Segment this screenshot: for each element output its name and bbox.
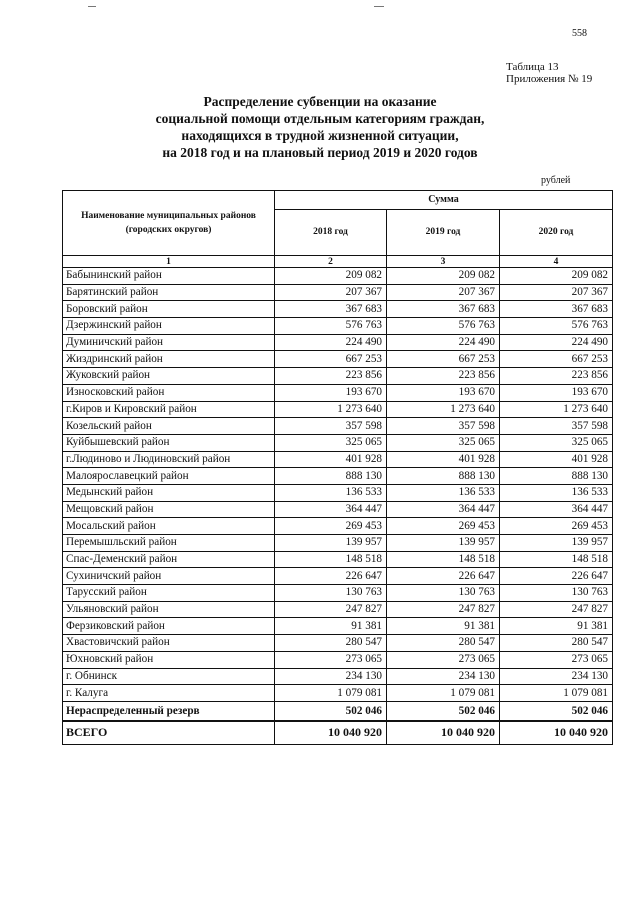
amount-2020: 269 453 xyxy=(500,518,613,535)
table-row xyxy=(63,618,613,635)
amount-2018: 273 065 xyxy=(275,651,387,668)
header-municipality: Наименование муниципальных районов (городских округов) xyxy=(63,191,275,256)
amount-2019: 280 547 xyxy=(387,635,500,652)
document-title xyxy=(0,93,640,161)
amount-2020: 223 856 xyxy=(500,368,613,385)
amount-2019: 223 856 xyxy=(387,368,500,385)
table-row xyxy=(63,434,613,451)
table-row xyxy=(63,551,613,568)
municipality-name: Спас-Деменский район xyxy=(63,551,275,568)
table-row xyxy=(63,501,613,518)
municipality-name: Износковский район xyxy=(63,384,275,401)
amount-2019: 576 763 xyxy=(387,318,500,335)
amount-2019: 1 273 640 xyxy=(387,401,500,418)
page-number: 558 xyxy=(572,28,587,39)
amount-2018: 401 928 xyxy=(275,451,387,468)
municipality-name: Мещовский район xyxy=(63,501,275,518)
table-row xyxy=(63,401,613,418)
amount-2018: 91 381 xyxy=(275,618,387,635)
amount-2019: 364 447 xyxy=(387,501,500,518)
amount-2019: 209 082 xyxy=(387,268,500,285)
subvention-table xyxy=(62,190,613,745)
amount-2020: 357 598 xyxy=(500,418,613,435)
reserve-label: Нераспределенный резерв xyxy=(63,701,275,721)
reserve-2020: 502 046 xyxy=(500,701,613,721)
header-2019: 2019 год xyxy=(387,209,500,255)
amount-2019: 667 253 xyxy=(387,351,500,368)
amount-2020: 667 253 xyxy=(500,351,613,368)
municipality-name: Медынский район xyxy=(63,484,275,501)
amount-2018: 269 453 xyxy=(275,518,387,535)
amount-2018: 247 827 xyxy=(275,601,387,618)
table-row xyxy=(63,334,613,351)
table-row xyxy=(63,318,613,335)
header-sum: Сумма xyxy=(275,191,613,210)
amount-2019: 1 079 081 xyxy=(387,685,500,702)
amount-2019: 273 065 xyxy=(387,651,500,668)
amount-2019: 357 598 xyxy=(387,418,500,435)
amount-2019: 224 490 xyxy=(387,334,500,351)
amount-2020: 888 130 xyxy=(500,468,613,485)
amount-2019: 888 130 xyxy=(387,468,500,485)
municipality-name: Барятинский район xyxy=(63,284,275,301)
title-line: находящихся в трудной жизненной ситуации, xyxy=(181,128,459,143)
appendix-label: Приложения № 19 xyxy=(506,73,593,85)
amount-2019: 91 381 xyxy=(387,618,500,635)
amount-2020: 325 065 xyxy=(500,434,613,451)
reserve-2019: 502 046 xyxy=(387,701,500,721)
amount-2018: 148 518 xyxy=(275,551,387,568)
amount-2018: 130 763 xyxy=(275,585,387,602)
municipality-name: Тарусский район xyxy=(63,585,275,602)
municipality-name: г.Киров и Кировский район xyxy=(63,401,275,418)
amount-2020: 130 763 xyxy=(500,585,613,602)
amount-2020: 401 928 xyxy=(500,451,613,468)
table-row xyxy=(63,301,613,318)
table-row xyxy=(63,535,613,552)
amount-2020: 139 957 xyxy=(500,535,613,552)
table-row xyxy=(63,451,613,468)
amount-2018: 207 367 xyxy=(275,284,387,301)
amount-2018: 136 533 xyxy=(275,484,387,501)
municipality-name: Малоярославецкий район xyxy=(63,468,275,485)
column-number: 4 xyxy=(500,256,613,268)
amount-2020: 148 518 xyxy=(500,551,613,568)
amount-2019: 193 670 xyxy=(387,384,500,401)
municipality-name: г.Людиново и Людиновский район xyxy=(63,451,275,468)
amount-2019: 139 957 xyxy=(387,535,500,552)
municipality-name: Перемышльский район xyxy=(63,535,275,552)
amount-2019: 148 518 xyxy=(387,551,500,568)
total-2019: 10 040 920 xyxy=(387,721,500,745)
amount-2020: 273 065 xyxy=(500,651,613,668)
municipality-name: Дзержинский район xyxy=(63,318,275,335)
total-row xyxy=(63,721,613,745)
municipality-name: Куйбышевский район xyxy=(63,434,275,451)
amount-2020: 91 381 xyxy=(500,618,613,635)
table-row xyxy=(63,651,613,668)
table-row xyxy=(63,585,613,602)
amount-2018: 357 598 xyxy=(275,418,387,435)
amount-2019: 401 928 xyxy=(387,451,500,468)
amount-2019: 367 683 xyxy=(387,301,500,318)
column-number: 2 xyxy=(275,256,387,268)
table-row xyxy=(63,635,613,652)
amount-2019: 130 763 xyxy=(387,585,500,602)
amount-2020: 367 683 xyxy=(500,301,613,318)
table-row xyxy=(63,685,613,702)
scan-mark xyxy=(374,6,384,7)
amount-2018: 576 763 xyxy=(275,318,387,335)
amount-2018: 226 647 xyxy=(275,568,387,585)
title-line: социальной помощи отдельным категориям граждан, xyxy=(155,111,485,126)
total-label: ВСЕГО xyxy=(63,721,275,745)
reserve-row xyxy=(63,701,613,721)
municipality-name: Сухиничский район xyxy=(63,568,275,585)
table-row xyxy=(63,568,613,585)
amount-2020: 364 447 xyxy=(500,501,613,518)
amount-2018: 139 957 xyxy=(275,535,387,552)
table-label: Таблица 13 xyxy=(506,61,559,73)
table-row xyxy=(63,368,613,385)
amount-2018: 280 547 xyxy=(275,635,387,652)
amount-2020: 576 763 xyxy=(500,318,613,335)
municipality-name: Юхновский район xyxy=(63,651,275,668)
amount-2020: 209 082 xyxy=(500,268,613,285)
municipality-name: г. Калуга xyxy=(63,685,275,702)
column-number: 1 xyxy=(63,256,275,268)
amount-2019: 247 827 xyxy=(387,601,500,618)
amount-2018: 367 683 xyxy=(275,301,387,318)
table-reference xyxy=(506,61,592,85)
table-row xyxy=(63,518,613,535)
table-row xyxy=(63,418,613,435)
scan-mark xyxy=(88,6,96,7)
table-row xyxy=(63,268,613,285)
municipality-name: Ферзиковский район xyxy=(63,618,275,635)
municipality-name: Боровский район xyxy=(63,301,275,318)
amount-2018: 223 856 xyxy=(275,368,387,385)
table-row xyxy=(63,601,613,618)
header-2018: 2018 год xyxy=(275,209,387,255)
municipality-name: Мосальский район xyxy=(63,518,275,535)
table-row xyxy=(63,468,613,485)
amount-2020: 193 670 xyxy=(500,384,613,401)
amount-2020: 234 130 xyxy=(500,668,613,685)
table-row xyxy=(63,668,613,685)
amount-2020: 1 079 081 xyxy=(500,685,613,702)
amount-2020: 136 533 xyxy=(500,484,613,501)
amount-2019: 226 647 xyxy=(387,568,500,585)
municipality-name: Жиздринский район xyxy=(63,351,275,368)
amount-2020: 207 367 xyxy=(500,284,613,301)
amount-2019: 207 367 xyxy=(387,284,500,301)
amount-2018: 888 130 xyxy=(275,468,387,485)
amount-2018: 325 065 xyxy=(275,434,387,451)
amount-2018: 234 130 xyxy=(275,668,387,685)
amount-2019: 136 533 xyxy=(387,484,500,501)
amount-2019: 234 130 xyxy=(387,668,500,685)
municipality-name: Хвастовичский район xyxy=(63,635,275,652)
table-row xyxy=(63,384,613,401)
table-row xyxy=(63,284,613,301)
table-row xyxy=(63,484,613,501)
municipality-name: Козельский район xyxy=(63,418,275,435)
amount-2018: 364 447 xyxy=(275,501,387,518)
amount-2020: 247 827 xyxy=(500,601,613,618)
unit-label: рублей xyxy=(541,175,571,186)
header-2020: 2020 год xyxy=(500,209,613,255)
title-line: Распределение субвенции на оказание xyxy=(203,94,437,109)
table-row xyxy=(63,351,613,368)
amount-2020: 224 490 xyxy=(500,334,613,351)
amount-2018: 193 670 xyxy=(275,384,387,401)
municipality-name: Жуковский район xyxy=(63,368,275,385)
amount-2018: 1 079 081 xyxy=(275,685,387,702)
total-2018: 10 040 920 xyxy=(275,721,387,745)
municipality-name: Думиничский район xyxy=(63,334,275,351)
amount-2020: 280 547 xyxy=(500,635,613,652)
amount-2018: 209 082 xyxy=(275,268,387,285)
municipality-name: Ульяновский район xyxy=(63,601,275,618)
amount-2020: 226 647 xyxy=(500,568,613,585)
amount-2018: 1 273 640 xyxy=(275,401,387,418)
reserve-2018: 502 046 xyxy=(275,701,387,721)
municipality-name: Бабынинский район xyxy=(63,268,275,285)
amount-2018: 667 253 xyxy=(275,351,387,368)
amount-2018: 224 490 xyxy=(275,334,387,351)
municipality-name: г. Обнинск xyxy=(63,668,275,685)
total-2020: 10 040 920 xyxy=(500,721,613,745)
column-number-row xyxy=(63,256,613,268)
amount-2019: 325 065 xyxy=(387,434,500,451)
title-line: на 2018 год и на плановый период 2019 и 2020 годов xyxy=(162,145,478,160)
amount-2019: 269 453 xyxy=(387,518,500,535)
amount-2020: 1 273 640 xyxy=(500,401,613,418)
column-number: 3 xyxy=(387,256,500,268)
